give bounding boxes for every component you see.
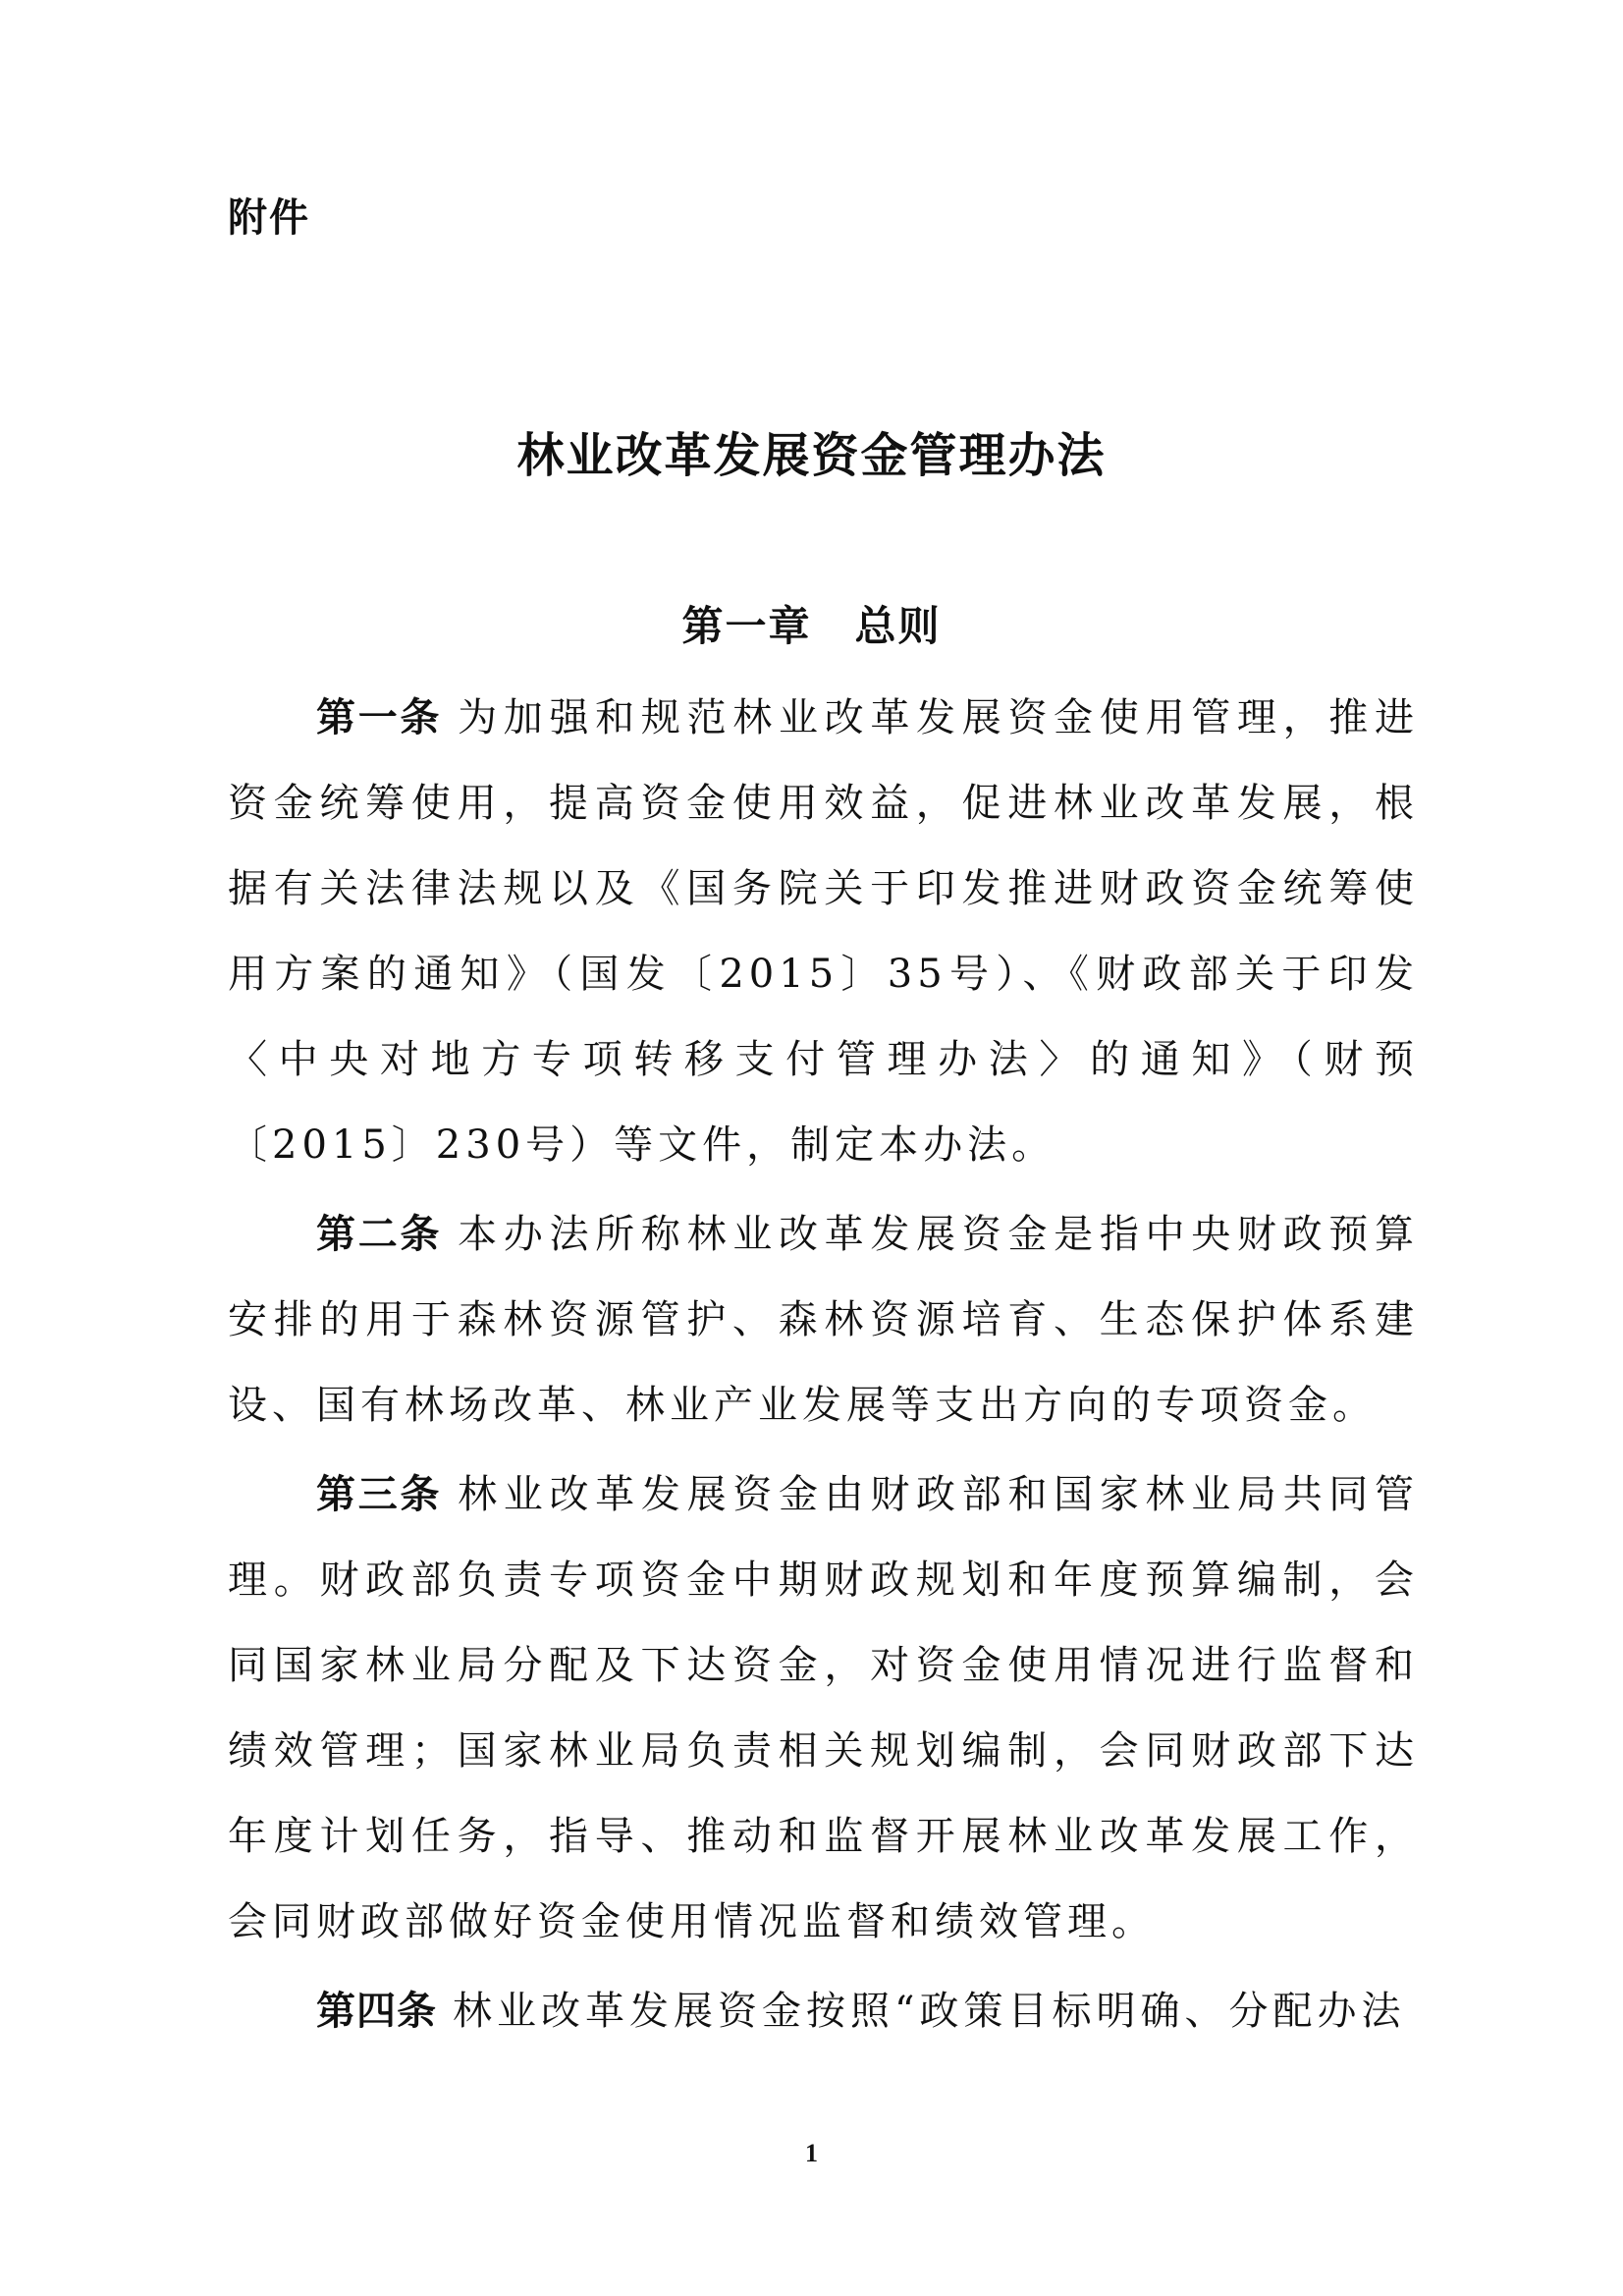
article-number: 第三条 bbox=[316, 1472, 443, 1517]
article-text: 本办法所称林业改革发展资金是指中央财政预算安排的用于森林资源管护、森林资源培育、生态保护体系建设、国有林场改革、林业产业发展等支出方向的专项资金。 bbox=[228, 1212, 1420, 1428]
article-text: 林业改革发展资金由财政部和国家林业局共同管理。财政部负责专项资金中期财政规划和年度预算编制，会同国家林业局分配及下达资金，对资金使用情况进行监督和绩效管理；国家林业局负责相关规划编制，会同财政部下达年度计划任务，指导、推动和监督开展林业改革发展工作，会同财政部做好资金使用情况监督和绩效管理。 bbox=[228, 1472, 1420, 1944]
article-3 bbox=[228, 1452, 1419, 1965]
article-text: 为加强和规范林业改革发展资金使用管理，推进资金统筹使用，提高资金使用效益，促进林业改革发展，根据有关法律法规以及《国务院关于印发推进财政资金统筹使用方案的通知》（国发〔2015〕35号）、《财政部关于印发〈中央对地方专项转移支付管理办法〉的通知》（财预〔2015〕230号）等文件，制定本办法。 bbox=[228, 695, 1420, 1168]
chapter-heading: 第一章 总则 bbox=[681, 602, 942, 650]
article-2 bbox=[228, 1192, 1419, 1449]
article-number: 第二条 bbox=[316, 1212, 443, 1257]
article-text: 林业改革发展资金按照“政策目标明确、分配办法 bbox=[453, 1989, 1406, 2034]
document-title: 林业改革发展资金管理办法 bbox=[516, 428, 1107, 483]
attachment-label: 附件 bbox=[228, 195, 310, 241]
article-1 bbox=[228, 676, 1419, 1188]
document-body bbox=[228, 676, 1419, 2054]
article-number: 第四条 bbox=[316, 1989, 437, 2034]
article-4 bbox=[228, 1969, 1419, 2054]
article-number: 第一条 bbox=[316, 695, 443, 740]
page-number: 1 bbox=[805, 2139, 818, 2167]
